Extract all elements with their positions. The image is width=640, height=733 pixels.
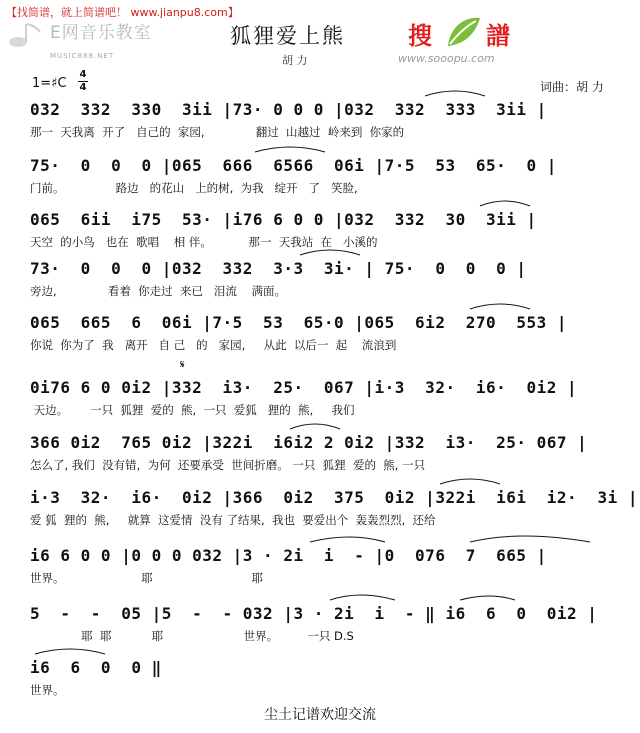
notation-line: 73· 0 0 0 |032 332 3·3 3i· | 75· 0 0 0 | <box>30 259 527 278</box>
song-artist: 胡 力 <box>282 54 308 67</box>
notation-line: i6 6 0 0 |0 0 0 032 |3 · 2i i - |0 076 7 665 | <box>30 546 547 565</box>
notation-line: 065 6ii i75 53· |i76 6 0 0 |032 332 30 3ii | <box>30 210 537 229</box>
notation-line: 5 - - 05 |5 - - 032 |3 · 2i i - ‖ i6 6 0 0i2 | <box>30 604 598 623</box>
lyrics-line: 世界。 耶 耶 <box>30 571 263 585</box>
lyrics-line: 那一 天我离 开了 自己的 家园, 翻过 山越过 岭来到 你家的 <box>30 125 405 139</box>
lyrics-line: 天空 的小鸟 也在 歌唱 相 伴。 那一 天我站 在 小溪的 <box>30 235 378 249</box>
sogou-right-text: 譜 <box>486 22 510 50</box>
notation-line: i6 6 0 0 ‖ <box>30 658 162 677</box>
lyrics-line: 爱 狐 狸的 熊, 就算 这爱情 没有 了结果, 我也 要爱出个 轰轰烈烈, 还给 <box>30 513 436 527</box>
time-signature-top: 4 <box>79 69 87 80</box>
footer-note: 尘土记谱欢迎交流 <box>264 707 376 723</box>
notation-line: i·3 32· i6· 0i2 |366 0i2 375 0i2 |322i i6i i2· 3i | <box>30 488 638 507</box>
notation-line: 032 332 330 3ii |73· 0 0 0 |032 332 333 3ii | <box>30 100 547 119</box>
site-name: E网音乐教室 <box>50 23 152 43</box>
top-banner[interactable]: 【找简谱，就上简谱吧！ www.jianpu8.com】 <box>6 6 239 19</box>
lyrics-line: 耶 耶 耶 世界。 一只 D.S <box>30 629 354 643</box>
key-signature: 1=♯C <box>32 76 67 91</box>
notation-line: 75· 0 0 0 |065 666 6566 06i |7·5 53 65· 0 | <box>30 156 557 175</box>
credits: 词曲：胡 力 <box>540 80 604 94</box>
sogou-url: www.sooopu.com <box>398 52 495 65</box>
sogou-left-text: 搜 <box>408 22 432 50</box>
notation-line: 0i76 6 0 0i2 |332 i3· 25· 067 |i·3 32· i6· 0i2 | <box>30 378 578 397</box>
lyrics-line: 怎么了, 我们 没有错, 为何 还要承受 世间折磨。 一只 狐狸 爱的 熊, 一只 <box>30 458 426 472</box>
lyrics-line: 旁边, 看着 你走过 来已 泪流 满面。 <box>30 284 287 298</box>
lyrics-line: 门前。 路边 的花山 上的树, 为我 绽开 了 笑脸, <box>30 181 358 195</box>
segno-icon: 𝄋 <box>180 358 185 371</box>
time-signature-bottom: 4 <box>79 82 87 93</box>
song-title: 狐狸爱上熊 <box>230 24 345 48</box>
notation-line: 366 0i2 765 0i2 |322i i6i2 2 0i2 |332 i3· 25· 067 | <box>30 433 588 452</box>
lyrics-line: 你说 你为了 我 离开 自 己 的 家园, 从此 以后一 起 流浪到 <box>30 338 397 352</box>
notation-line: 065 665 6 06i |7·5 53 65·0 |065 6i2 270 553 | <box>30 313 568 332</box>
site-url: MUSIC888.NET <box>50 52 115 60</box>
lyrics-line: 世界。 <box>30 683 65 697</box>
lyrics-line: 天边。 一只 狐狸 爱的 熊, 一只 爱狐 狸的 熊, 我们 <box>30 403 355 417</box>
